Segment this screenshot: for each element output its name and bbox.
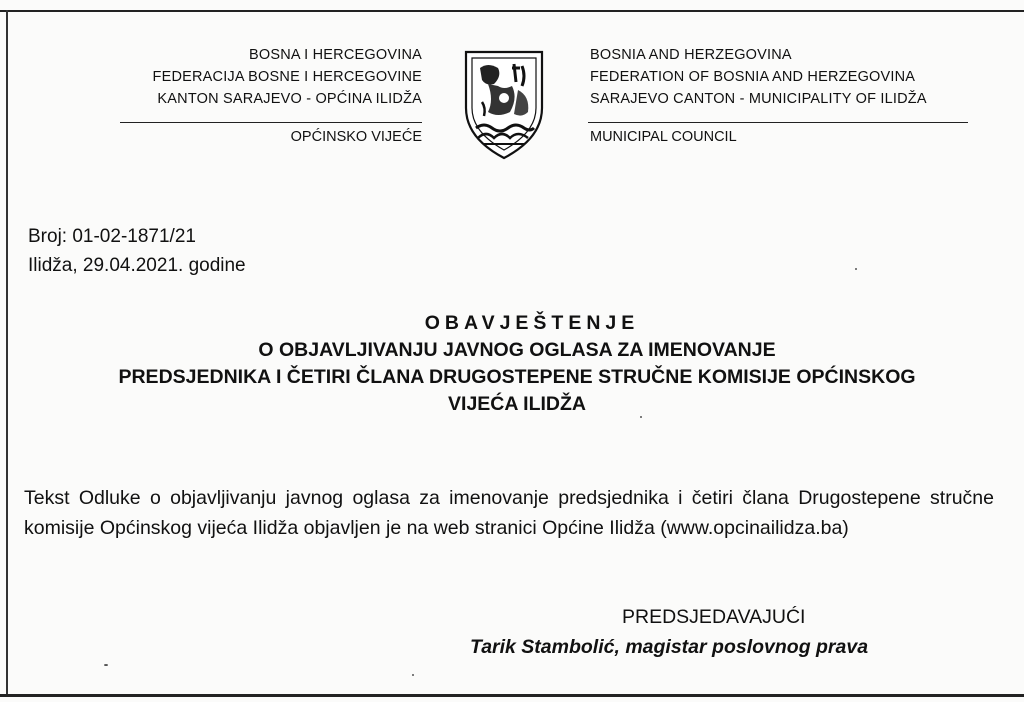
header-left-council: OPĆINSKO VIJEĆE (290, 129, 422, 145)
header-left-divider (120, 122, 422, 123)
document-number: Broj: 01-02-1871/21 (28, 226, 196, 247)
municipal-crest-icon (458, 46, 550, 162)
title-subject-line-2: PREDSJEDNIKA I ČETIRI ČLANA DRUGOSTEPENE STRUČNE KOMISIJE OPĆINSKOG (118, 366, 916, 388)
header-left-line-federation: FEDERACIJA BOSNE I HERCEGOVINE (152, 69, 422, 85)
header-left (153, 44, 422, 110)
page-border-top (0, 10, 1024, 12)
scan-speck (640, 416, 642, 418)
header-right-line-federation: FEDERATION OF BOSNIA AND HERZEGOVINA (590, 69, 916, 85)
title-subject-line-1: O OBJAVLJIVANJU JAVNOG OGLASA ZA IMENOVANJE (258, 339, 776, 361)
notice-body: Tekst Odluke o objavljivanju javnog oglasa za imenovanje predsjednika i četiri člana Drugostepene stručne komisije Općinskog vijeća Ilidža objavljen je na web stranici Općine Ilidža (www.opcinailidza.ba) (24, 487, 994, 539)
scan-speck (412, 674, 414, 676)
document-place-date: Ilidža, 29.04.2021. godine (28, 255, 246, 276)
title-heading: OBAVJEŠTENJE (424, 312, 640, 334)
page-border-bottom (0, 694, 1024, 697)
scan-speck (104, 664, 108, 666)
header-right-divider (588, 122, 968, 123)
header-right-line-country: BOSNIA AND HERZEGOVINA (590, 47, 792, 63)
header-right (590, 44, 927, 110)
title-subject-line-3: VIJEĆA ILIDŽA (448, 393, 586, 415)
signatory-name: Tarik Stambolić, magistar poslovnog prava (470, 636, 869, 658)
scan-speck (855, 268, 857, 270)
header-left-line-canton: KANTON SARAJEVO - OPĆINA ILIDŽA (157, 91, 422, 107)
signatory-title: PREDSJEDAVAJUĆI (622, 606, 806, 628)
header-left-line-country: BOSNA I HERCEGOVINA (248, 47, 422, 63)
header-right-council: MUNICIPAL COUNCIL (590, 129, 737, 145)
header-right-line-canton: SARAJEVO CANTON - MUNICIPALITY OF ILIDŽA (590, 91, 927, 107)
document-meta (28, 222, 246, 280)
notice-title (0, 310, 1024, 418)
